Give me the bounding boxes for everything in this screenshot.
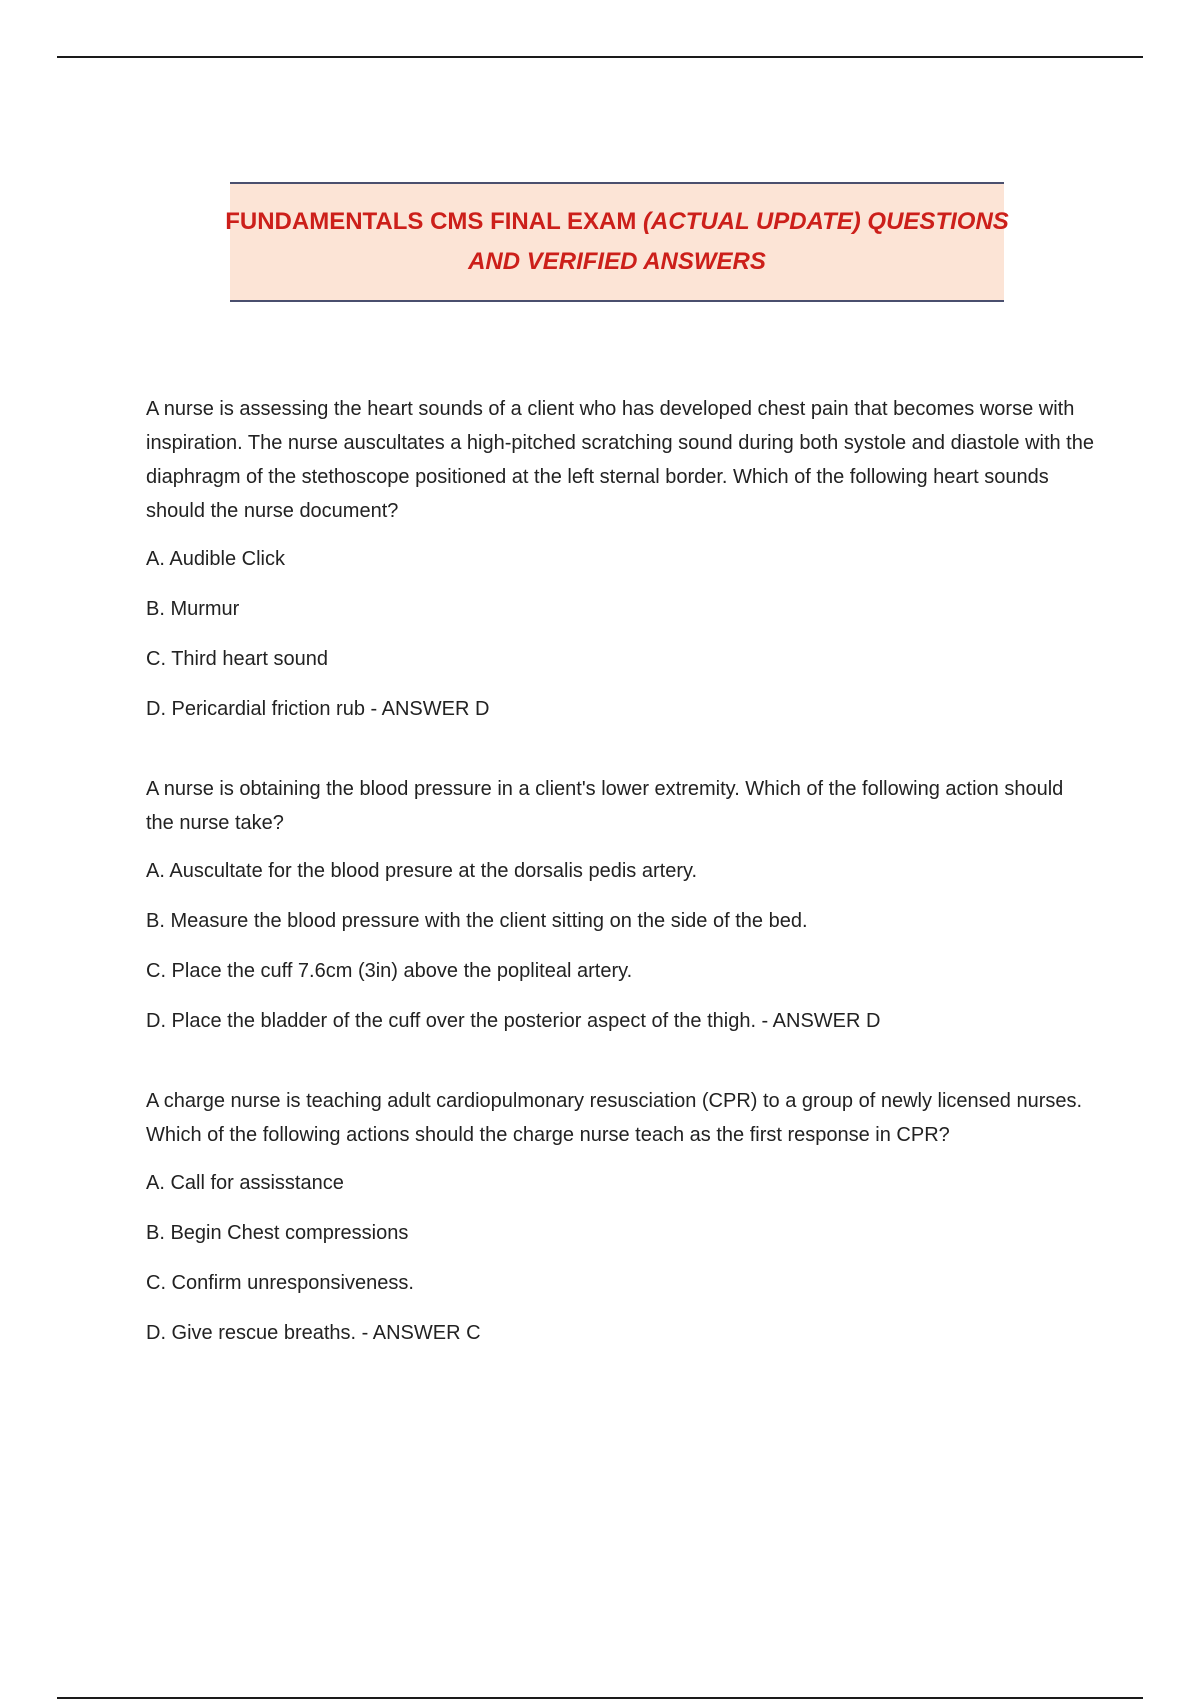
- title-part-3: AND VERIFIED ANSWERS: [468, 248, 766, 275]
- title-line-1: [225, 202, 1009, 242]
- question-block-3: [146, 1084, 1096, 1348]
- top-rule: [57, 56, 1143, 58]
- title-banner: [225, 182, 1009, 302]
- answer-option: C. Third heart sound: [146, 648, 328, 670]
- answer-option: B. Murmur: [146, 598, 240, 620]
- question-text: A nurse is assessing the heart sounds of a client who has developed chest pain that becomes worse with inspiration. The nurse auscultates a high-pitched scratching sound during both systole and diastole with the diaphragm of the stethoscope positioned at the left sternal border. Which of the following heart sounds should the nurse document?: [146, 398, 1094, 522]
- question-text: A charge nurse is teaching adult cardiopulmonary resusciation (CPR) to a group of newly licensed nurses. Which of the following actions should the charge nurse teach as the first response in CPR?: [146, 1090, 1083, 1146]
- question-block-1: [146, 392, 1096, 724]
- answer-option: C. Confirm unresponsiveness.: [146, 1272, 414, 1294]
- bottom-rule: [57, 1697, 1143, 1699]
- answer-option: A. Audible Click: [146, 548, 285, 570]
- answer-option: B. Begin Chest compressions: [146, 1222, 409, 1244]
- question-text: A nurse is obtaining the blood pressure in a client's lower extremity. Which of the following action should the nurse take?: [146, 778, 1064, 834]
- title-part-2: (ACTUAL UPDATE) QUESTIONS: [643, 208, 1009, 235]
- question-block-2: [146, 772, 1096, 1036]
- answer-option: D. Pericardial friction rub - ANSWER D: [146, 698, 490, 720]
- answer-option: C. Place the cuff 7.6cm (3in) above the popliteal artery.: [146, 960, 633, 982]
- answer-option: A. Auscultate for the blood presure at the dorsalis pedis artery.: [146, 860, 698, 882]
- document-body: [146, 392, 1096, 1368]
- title-part-1: FUNDAMENTALS CMS FINAL EXAM: [225, 208, 643, 235]
- answer-option: A. Call for assisstance: [146, 1172, 344, 1194]
- title-line-2: [468, 242, 766, 282]
- answer-option: D. Give rescue breaths. - ANSWER C: [146, 1322, 481, 1344]
- answer-option: D. Place the bladder of the cuff over the posterior aspect of the thigh. - ANSWER D: [146, 1010, 881, 1032]
- answer-option: B. Measure the blood pressure with the client sitting on the side of the bed.: [146, 910, 808, 932]
